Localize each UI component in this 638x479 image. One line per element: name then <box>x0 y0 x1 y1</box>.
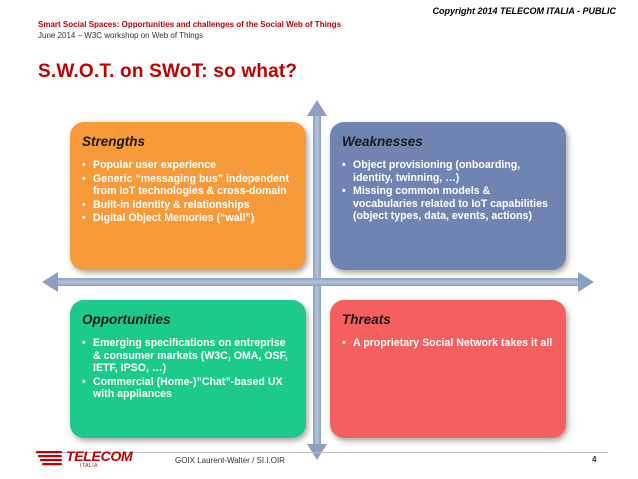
presentation-title: Smart Social Spaces: Opportunities and challenges of the Social Web of Things <box>38 20 342 29</box>
logo-text: TELECOM <box>66 448 133 464</box>
author-credit: GOIX Laurent-Walter / SI.I.OIR <box>175 456 285 465</box>
threats-title: Threats <box>342 312 391 327</box>
page-number: 4 <box>592 455 597 464</box>
opportunities-list <box>82 337 294 401</box>
presentation-date-event: June 2014 – W3C workshop on Web of Things <box>38 31 204 40</box>
list-item: • Commercial (Home-)”Chat”-based UX with appliances <box>82 376 294 401</box>
list-item: • Built-in identity & relationships <box>82 199 294 212</box>
list-item: • Object provisioning (onboarding, identity, twinning, …) <box>342 159 554 184</box>
arrow-up-icon <box>307 100 327 116</box>
list-item: • Generic “messaging bus” independent from IoT technologies & cross-domain <box>82 173 294 198</box>
threats-list <box>342 337 554 350</box>
list-item: • Popular user experience <box>82 159 294 172</box>
list-item: • Digital Object Memories (“wall”) <box>82 212 294 225</box>
arrow-right-icon <box>578 272 594 292</box>
strengths-title: Strengths <box>82 134 146 149</box>
strengths-list <box>82 159 294 225</box>
list-item: • Missing common models & vocabularies related to IoT capabilities (object types, data, events, actions) <box>342 185 554 223</box>
list-item: • A proprietary Social Network takes it all <box>342 337 554 350</box>
weaknesses-list <box>342 159 554 223</box>
copyright-notice: Copyright 2014 TELECOM ITALIA - PUBLIC <box>432 6 616 16</box>
logo-subtext: ITALIA <box>80 463 98 469</box>
slide-title: S.W.O.T. on SWoT: so what? <box>38 61 298 82</box>
arrow-left-icon <box>42 272 58 292</box>
list-item: • Emerging specifications on entreprise & consumer markets (W3C, OMA, OSF, IETF, IPSO, …) <box>82 337 294 375</box>
weaknesses-quadrant <box>330 122 566 270</box>
strengths-quadrant <box>70 122 306 270</box>
opportunities-quadrant <box>70 300 306 438</box>
weaknesses-title: Weaknesses <box>342 134 423 149</box>
threats-quadrant <box>330 300 566 438</box>
opportunities-title: Opportunities <box>82 312 171 327</box>
horizontal-axis <box>58 278 578 286</box>
